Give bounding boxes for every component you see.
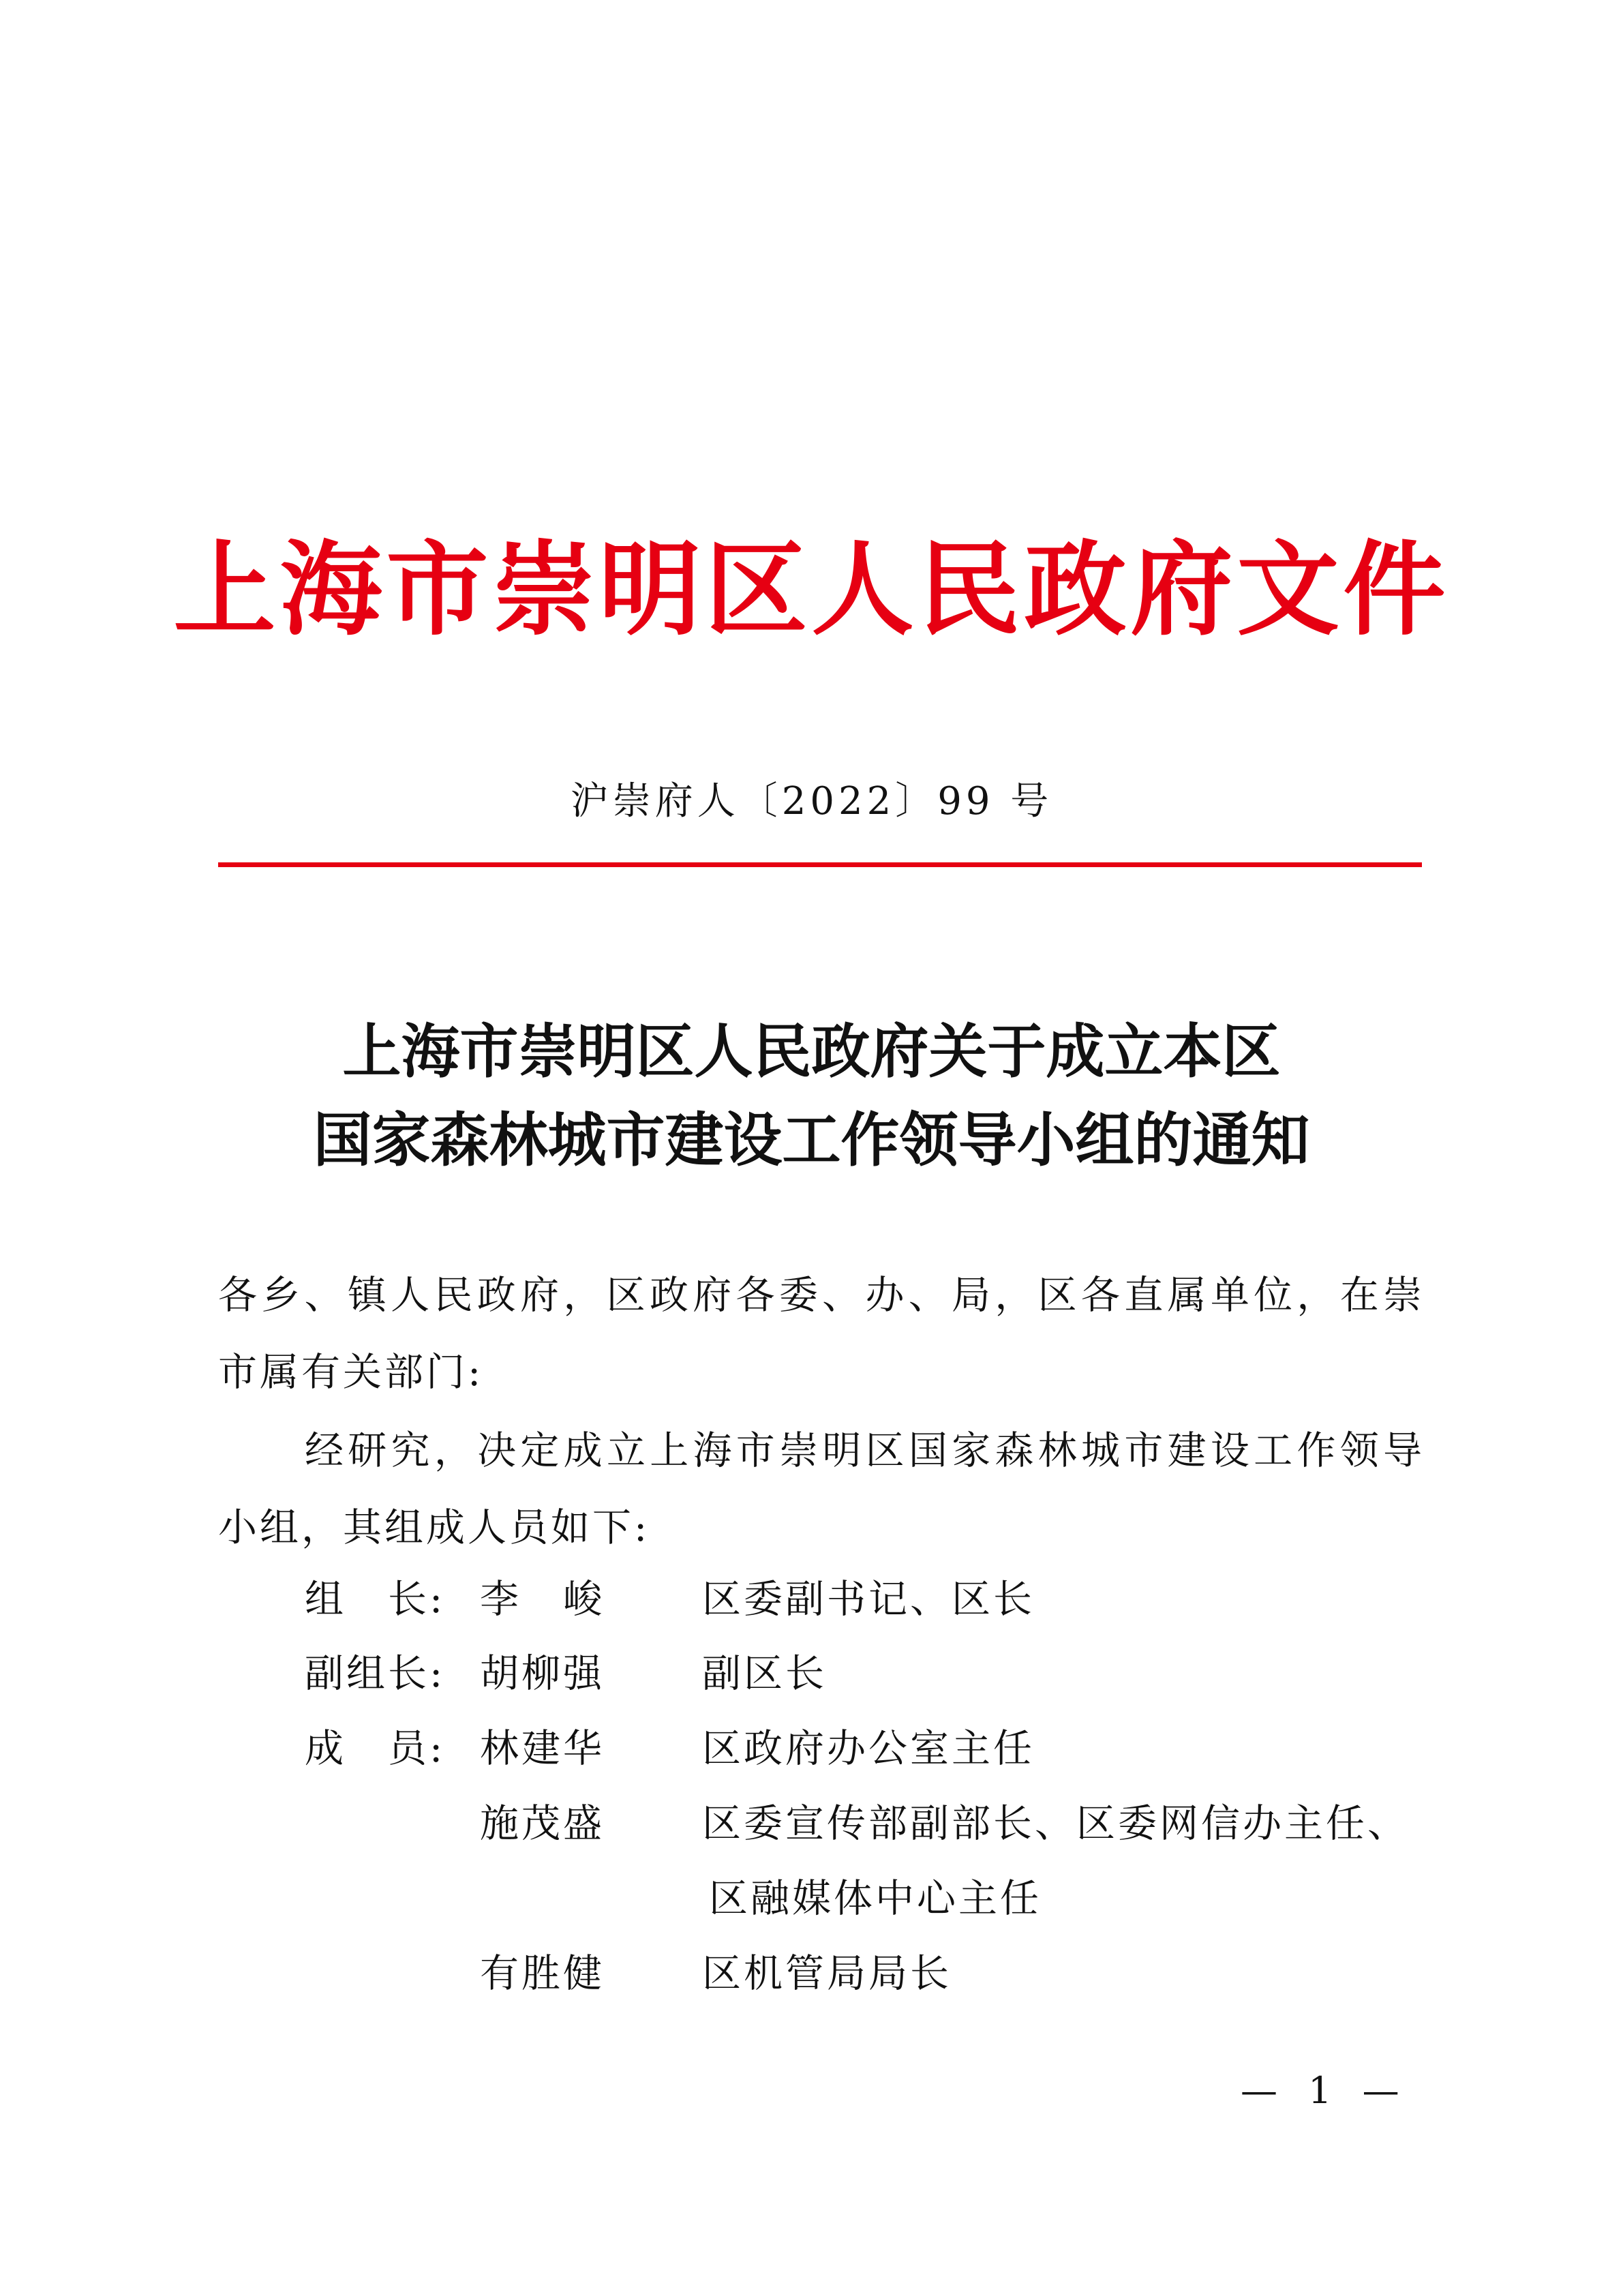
document-masthead: 上海市崇明区人民政府文件 bbox=[173, 530, 1450, 650]
paragraph-1-line-2: 小组，其组成人员如下: bbox=[218, 1505, 650, 1550]
roster-position-leader: 区委副书记、区长 bbox=[702, 1577, 1035, 1622]
roster-name-deputy: 胡柳强 bbox=[480, 1651, 605, 1696]
roster-role-members: 成 员: bbox=[305, 1726, 446, 1771]
roster-name-member-2: 施茂盛 bbox=[480, 1801, 605, 1846]
roster-position-member-3: 区机管局局长 bbox=[702, 1951, 952, 1996]
roster-role-deputy: 副组长: bbox=[305, 1651, 446, 1696]
recipients-line-2: 市属有关部门: bbox=[218, 1350, 484, 1395]
notice-title-line-2: 国家森林城市建设工作领导小组的通知 bbox=[313, 1106, 1310, 1175]
paragraph-1-line-1: 经研究，决定成立上海市崇明区国家森林城市建设工作领导 bbox=[305, 1428, 1422, 1473]
document-number: 沪崇府人〔2022〕99 号 bbox=[570, 779, 1053, 824]
roster-name-member-1: 林建华 bbox=[480, 1726, 605, 1771]
page-number: — 1 — bbox=[1241, 2069, 1409, 2112]
roster-name-member-3: 有胜健 bbox=[480, 1951, 605, 1996]
roster-position-member-2: 区委宣传部副部长、区委网信办主任、 bbox=[702, 1801, 1409, 1846]
roster-role-leader: 组 长: bbox=[305, 1577, 446, 1622]
recipients-line-1: 各乡、镇人民政府，区政府各委、办、局，区各直属单位，在崇 bbox=[218, 1273, 1422, 1318]
notice-title-line-1: 上海市崇明区人民政府关于成立本区 bbox=[342, 1017, 1281, 1086]
roster-name-leader: 李 峻 bbox=[480, 1577, 605, 1622]
roster-position-member-2-cont: 区融媒体中心主任 bbox=[709, 1876, 1042, 1921]
roster-position-member-1: 区政府办公室主任 bbox=[702, 1726, 1035, 1771]
roster-position-deputy: 副区长 bbox=[702, 1651, 827, 1696]
red-separator-line bbox=[218, 862, 1422, 867]
